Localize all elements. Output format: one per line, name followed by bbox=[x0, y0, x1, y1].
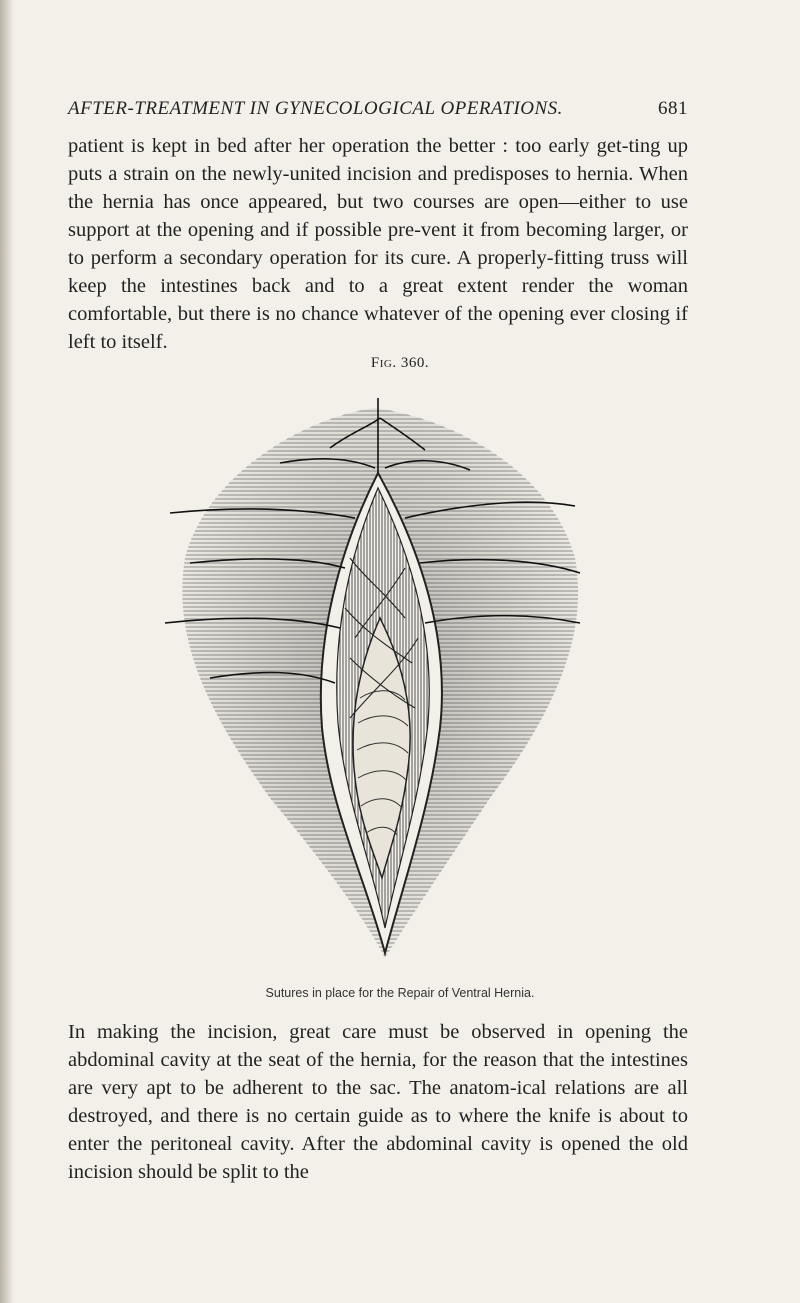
page-edge-shadow bbox=[0, 0, 14, 1303]
hernia-suture-illustration bbox=[150, 378, 600, 968]
figure-illustration bbox=[150, 378, 600, 968]
figure-caption: Sutures in place for the Repair of Ventral Hernia. bbox=[265, 986, 535, 1000]
running-title: AFTER-TREATMENT IN GYNECOLOGICAL OPERATIONS. bbox=[68, 98, 563, 119]
paragraph-1: patient is kept in bed after her operation the better : too early get-ting up puts a strain on the newly-united incision and predisposes to hernia. When the hernia has once appeared, but two courses are open—either to use support at the opening and if possible pre-vent it from becoming larger, or to perform a secondary operation for its cure. A properly-fitting truss will keep the intestines back and to a great extent render the woman comfortable, but there is no chance whatever of the opening ever closing if left to itself. bbox=[68, 135, 688, 353]
figure-label: Fig. 360. bbox=[370, 355, 430, 371]
paragraph-2: In making the incision, great care must be observed in opening the abdominal cavity at the seat of the hernia, for the reason that the intestines are very apt to be adherent to the sac. The anatom-ical relations are all destroyed, and there is no certain guide as to where the knife is about to enter the peritoneal cavity. After the abdominal cavity is opened the old incision should be split to the bbox=[68, 1021, 688, 1183]
page-number: 681 bbox=[658, 98, 688, 119]
running-header bbox=[68, 98, 688, 120]
